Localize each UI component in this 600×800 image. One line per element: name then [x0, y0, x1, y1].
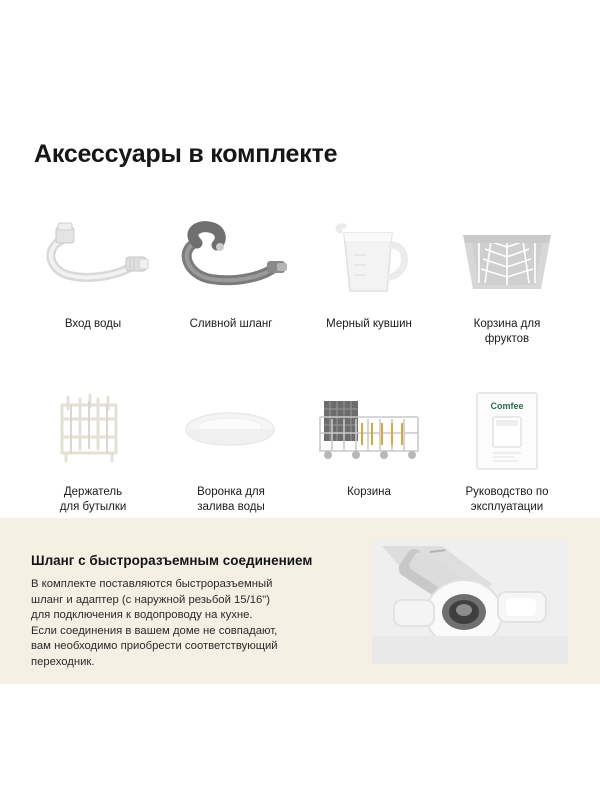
svg-text:Comfee: Comfee: [490, 401, 524, 411]
quick-connect-panel-content: [31, 553, 361, 671]
accessory-caption: Сливной шланг: [189, 318, 273, 330]
bottle-holder-icon: [27, 383, 159, 475]
accessory-item: [162, 383, 300, 515]
accessory-caption: Воронка для залива воды: [197, 486, 265, 513]
accessory-item: [300, 383, 438, 515]
accessory-caption: Руководство по эксплуатации: [465, 486, 549, 513]
water-inlet-hose-icon: [27, 215, 159, 307]
panel-description: В комплекте поставляются быстроразъемный шланг и адаптер (с наружной резьбой 15/16") для подключения к водопроводу на кухне. Если соединения в вашем доме не совпадают, вам необходимо приобрести соответствующий переходник.: [31, 578, 278, 668]
dish-basket-icon: [303, 383, 435, 475]
water-funnel-icon: [165, 383, 297, 475]
accessory-item: [162, 215, 300, 347]
measuring-jug-icon: [303, 215, 435, 307]
quick-connect-hose-photo: [372, 540, 568, 664]
accessory-caption: Мерный кувшин: [326, 318, 412, 330]
accessory-item: [24, 215, 162, 347]
accessory-item: [438, 383, 576, 515]
accessory-caption: Корзина для фруктов: [473, 318, 541, 345]
accessory-item: [24, 383, 162, 515]
accessory-item: [300, 215, 438, 347]
accessory-caption: Корзина: [347, 486, 391, 498]
accessory-caption: Держатель для бутылки: [59, 486, 127, 513]
drain-hose-icon: [165, 215, 297, 307]
accessory-item: [438, 215, 576, 347]
user-manual-icon: [441, 383, 573, 475]
accessory-caption: Вход воды: [64, 318, 122, 330]
page-title: Аксессуары в комплекте: [34, 140, 338, 168]
accessories-grid: [24, 215, 576, 515]
fruit-basket-icon: [441, 215, 573, 307]
panel-title: Шланг с быстроразъемным соединением: [31, 553, 313, 568]
